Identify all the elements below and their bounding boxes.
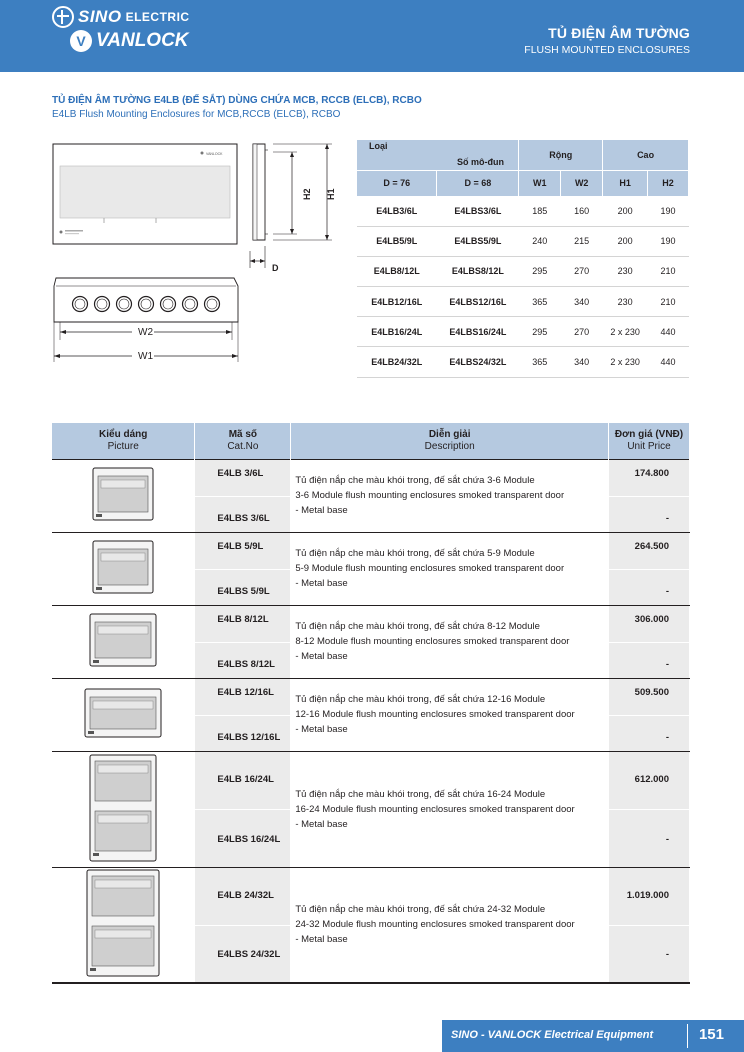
spec-cell-w2: 270 (561, 317, 603, 347)
cat-no-s: E4LBS 3/6L (195, 496, 291, 532)
cat-no: E4LB 12/16L (195, 678, 291, 715)
dim-label-h2: H2 (302, 188, 312, 200)
description-vn: Tủ điện nắp che màu khói trong, đế sắt chứa 16-24 Module (295, 788, 546, 800)
unit-price: 264.500 (609, 532, 690, 569)
spec-row (357, 196, 689, 226)
spec-cell-h1: 2 x 230 (603, 347, 648, 377)
description (291, 532, 609, 605)
enclosure-16-24-icon (88, 753, 158, 863)
spec-cell-type-s: E4LBS8/12L (437, 256, 519, 286)
spec-head-modules-label: Số mô-đun (457, 156, 504, 167)
product-image (52, 605, 195, 678)
description (291, 605, 609, 678)
unit-price: 306.000 (609, 605, 690, 642)
cat-no: E4LB 3/6L (195, 459, 291, 496)
footer-text: SINO - VANLOCK Electrical Equipment (451, 1029, 654, 1041)
col-head-picture-vn: Kiểu dáng (99, 428, 148, 440)
spec-head-type-label: Loại (369, 140, 388, 151)
description-vn: Tủ điện nắp che màu khói trong, đế sắt chứa 24-32 Module (295, 904, 546, 916)
description-en: 24-32 Module flush mounting enclosures smoked transparent door (295, 919, 575, 931)
spec-cell-h2: 210 (648, 256, 689, 286)
description-vn: Tủ điện nắp che màu khói trong, đế sắt chứa 3-6 Module (295, 475, 535, 486)
header-title-vn: TỦ ĐIỆN ÂM TƯỜNG (548, 25, 690, 41)
spec-cell-type: E4LB12/16L (357, 287, 437, 317)
spec-cell-type-s: E4LBS16/24L (437, 317, 519, 347)
spec-row (357, 256, 689, 286)
description-vn: Tủ điện nắp che màu khói trong, đế sắt chứa 5-9 Module (295, 548, 535, 559)
col-head-price (609, 423, 690, 459)
table-row (52, 532, 690, 569)
logo-vanlock (70, 30, 190, 52)
spec-cell-w2: 215 (561, 226, 603, 256)
spec-cell-h2: 440 (648, 317, 689, 347)
cat-no: E4LB 5/9L (195, 532, 291, 569)
spec-cell-w2: 160 (561, 196, 603, 226)
table-row (52, 867, 690, 925)
page-header (0, 0, 744, 72)
dim-label-h1: H1 (326, 188, 336, 200)
product-price-table (52, 423, 690, 984)
spec-cell-h1: 200 (603, 196, 648, 226)
spec-cell-type-s: E4LBS12/16L (437, 287, 519, 317)
cat-no: E4LB 24/32L (195, 867, 291, 925)
brand-logo (52, 6, 190, 52)
spec-cell-type: E4LB16/24L (357, 317, 437, 347)
spec-cell-type-s: E4LBS3/6L (437, 196, 519, 226)
unit-price-s: - (609, 809, 690, 867)
description-base: - Metal base (295, 818, 348, 830)
description (291, 678, 609, 751)
logo-electric-text: ELECTRIC (125, 10, 190, 24)
unit-price-s: - (609, 715, 690, 751)
description-base: - Metal base (295, 934, 348, 946)
spec-cell-type-s: E4LBS5/9L (437, 226, 519, 256)
product-image (52, 459, 195, 532)
description-en: 3-6 Module flush mounting enclosures smoked transparent door (295, 490, 565, 501)
spec-row (357, 347, 689, 377)
logo-sino-text: SINO (78, 7, 122, 26)
description (291, 459, 609, 532)
description-base: - Metal base (295, 651, 348, 662)
logo-vanlock-text: VANLOCK (96, 30, 189, 51)
cat-no: E4LB 16/24L (195, 751, 291, 809)
cat-no-s: E4LBS 16/24L (195, 809, 291, 867)
spec-cell-type: E4LB3/6L (357, 196, 437, 226)
section-title-vn: TỦ ĐIỆN ÂM TƯỜNG E4LB (ĐẾ SẮT) DÙNG CHỨA MCB, RCCB (ELCB), RCBO (52, 95, 422, 106)
drawing-brand-label: VANLOCK (206, 152, 223, 156)
description-en: 8-12 Module flush mounting enclosures smoked transparent door (295, 636, 570, 647)
page-number: 151 (698, 1026, 724, 1043)
spec-cell-w1: 295 (519, 256, 561, 286)
unit-price: 174.800 (609, 459, 690, 496)
col-head-cat (195, 423, 291, 459)
description-vn: Tủ điện nắp che màu khói trong, đế sắt chứa 12-16 Module (295, 694, 546, 705)
page-footer (442, 1020, 744, 1052)
spec-cell-w2: 340 (561, 287, 603, 317)
unit-price-s: - (609, 569, 690, 605)
spec-cell-h2: 190 (648, 196, 689, 226)
side-view (250, 144, 336, 273)
col-head-price-en: Unit Price (627, 440, 671, 452)
spec-cell-h1: 200 (603, 226, 648, 256)
unit-price-s: - (609, 642, 690, 678)
spec-cell-type: E4LB24/32L (357, 347, 437, 377)
description (291, 867, 609, 983)
unit-price-s: - (609, 496, 690, 532)
footer-divider (687, 1024, 688, 1048)
spec-cell-w1: 240 (519, 226, 561, 256)
unit-price-s: - (609, 925, 690, 983)
product-image (52, 751, 195, 867)
cat-no: E4LB 8/12L (195, 605, 291, 642)
cat-no-s: E4LBS 5/9L (195, 569, 291, 605)
spec-head-h1: H1 (603, 170, 648, 196)
dim-label-w1: W1 (138, 351, 153, 362)
cat-no-s: E4LBS 24/32L (195, 925, 291, 983)
spec-cell-h1: 230 (603, 256, 648, 286)
logo-sino (52, 6, 190, 28)
vanlock-mark-icon: V (70, 30, 92, 52)
col-head-picture (52, 423, 195, 459)
section-title-en: E4LB Flush Mounting Enclosures for MCB,RCCB (ELCB), RCBO (52, 109, 341, 120)
dimension-table (357, 140, 689, 378)
header-title-en: FLUSH MOUNTED ENCLOSURES (524, 44, 690, 56)
spec-cell-type-s: E4LBS24/32L (437, 347, 519, 377)
unit-price: 1.019.000 (609, 867, 690, 925)
description-base: - Metal base (295, 724, 348, 735)
description-base: - Metal base (295, 505, 348, 516)
cat-no-s: E4LBS 8/12L (195, 642, 291, 678)
unit-price: 509.500 (609, 678, 690, 715)
spec-head-height: Cao (603, 140, 689, 170)
front-view (53, 144, 237, 244)
table-row (52, 751, 690, 809)
spec-cell-w1: 295 (519, 317, 561, 347)
description-en: 12-16 Module flush mounting enclosures smoked transparent door (295, 709, 575, 720)
dimension-drawing (52, 140, 352, 370)
dim-label-w2: W2 (138, 327, 153, 338)
table-row (52, 459, 690, 496)
spec-cell-w2: 270 (561, 256, 603, 286)
spec-head-d68: D = 68 (437, 170, 519, 196)
spec-cell-w1: 365 (519, 287, 561, 317)
enclosure-12-16-icon (83, 683, 163, 743)
description-en: 5-9 Module flush mounting enclosures smoked transparent door (295, 563, 565, 574)
spec-head-w1: W1 (519, 170, 561, 196)
spec-cell-h2: 190 (648, 226, 689, 256)
spec-head-type (357, 140, 519, 170)
description (291, 751, 609, 867)
spec-row (357, 287, 689, 317)
col-head-desc-en: Description (424, 440, 475, 452)
product-image (52, 678, 195, 751)
spec-cell-type: E4LB5/9L (357, 226, 437, 256)
header-title (524, 25, 690, 56)
enclosure-8-12-icon (88, 610, 158, 670)
col-head-cat-vn: Mã số (228, 428, 258, 440)
spec-row (357, 226, 689, 256)
spec-cell-w2: 340 (561, 347, 603, 377)
description-en: 16-24 Module flush mounting enclosures smoked transparent door (295, 803, 575, 815)
spec-head-h2: H2 (648, 170, 689, 196)
spec-head-d76: D = 76 (357, 170, 437, 196)
spec-row (357, 317, 689, 347)
spec-cell-w1: 365 (519, 347, 561, 377)
globe-icon (52, 6, 74, 28)
spec-cell-h1: 230 (603, 287, 648, 317)
bottom-view (54, 278, 238, 362)
col-head-desc-vn: Diễn giải (428, 428, 471, 440)
product-image (52, 532, 195, 605)
price-table-header (52, 423, 690, 459)
spec-head-w2: W2 (561, 170, 603, 196)
col-head-price-vn: Đơn giá (VNĐ) (614, 428, 684, 440)
description-base: - Metal base (295, 578, 348, 589)
unit-price: 612.000 (609, 751, 690, 809)
spec-cell-h1: 2 x 230 (603, 317, 648, 347)
enclosure-24-32-icon (85, 868, 161, 978)
spec-cell-w1: 185 (519, 196, 561, 226)
col-head-picture-en: Picture (107, 440, 139, 452)
spec-head-width: Rộng (519, 140, 603, 170)
enclosure-3-6-icon (91, 464, 155, 524)
table-row (52, 678, 690, 715)
spec-cell-type: E4LB8/12L (357, 256, 437, 286)
enclosure-5-9-icon (91, 537, 155, 597)
table-row (52, 605, 690, 642)
spec-cell-h2: 440 (648, 347, 689, 377)
dim-label-d: D (272, 263, 279, 273)
cat-no-s: E4LBS 12/16L (195, 715, 291, 751)
spec-cell-h2: 210 (648, 287, 689, 317)
description-vn: Tủ điện nắp che màu khói trong, đế sắt chứa 8-12 Module (295, 621, 540, 632)
col-head-cat-en: Cat.No (227, 440, 259, 452)
col-head-desc (291, 423, 609, 459)
product-image (52, 867, 195, 983)
